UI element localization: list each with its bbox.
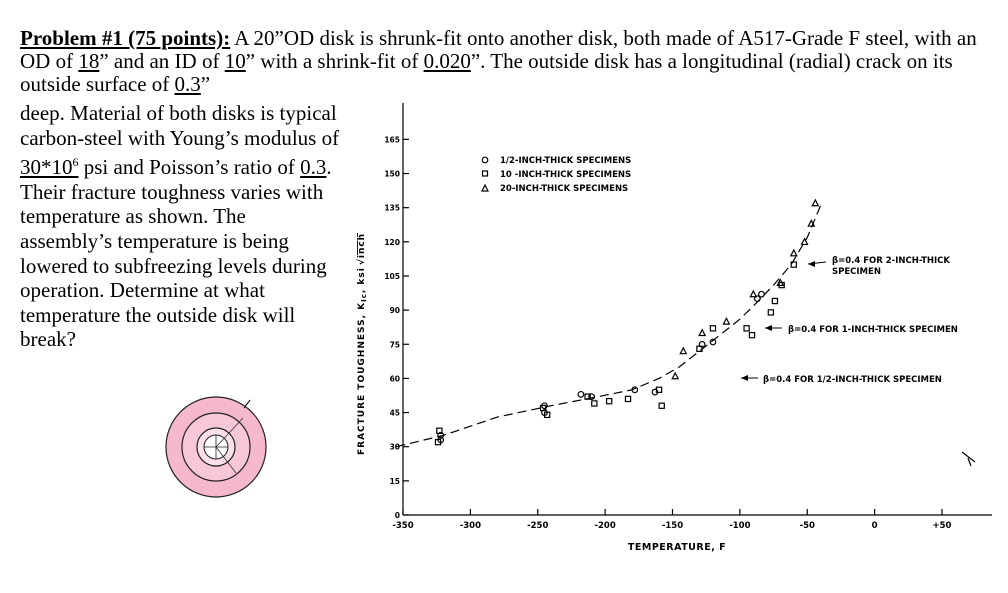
y-tick-label: 75 bbox=[389, 340, 400, 350]
y-tick-label: 90 bbox=[389, 306, 400, 316]
y-axis-label: FRACTURE TOUGHNESS, $K_{Ic}$, ksi√inch bbox=[357, 232, 368, 455]
data-points bbox=[435, 200, 818, 445]
disk-illustration bbox=[166, 397, 266, 497]
data-point-triangle bbox=[672, 373, 678, 379]
x-tick-label: -50 bbox=[799, 521, 815, 531]
data-point-triangle bbox=[680, 348, 686, 354]
shrink-fit-value: 0.020 bbox=[423, 49, 471, 73]
x-tick-label: +50 bbox=[932, 521, 952, 531]
x-tick-label: -350 bbox=[392, 521, 414, 531]
trend-curve bbox=[396, 205, 820, 446]
trend-curve-line bbox=[396, 205, 820, 446]
data-point-circle bbox=[578, 392, 584, 398]
y-tick-label: 60 bbox=[389, 374, 400, 384]
legend-square-marker bbox=[483, 171, 488, 176]
data-point-square bbox=[749, 333, 754, 338]
annotation-2-inch: β=0.4 FOR 2-INCH-THICK bbox=[832, 256, 951, 266]
legend-label-half-inch: 1/2-INCH-THICK SPECIMENS bbox=[500, 156, 632, 166]
data-point-circle bbox=[759, 291, 765, 297]
x-tick-label: 0 bbox=[871, 521, 878, 531]
chart-axes bbox=[384, 103, 992, 531]
y-tick-label: 105 bbox=[384, 271, 400, 281]
data-point-square bbox=[772, 298, 777, 303]
data-point-square bbox=[659, 403, 664, 408]
x-tick-label: -300 bbox=[459, 521, 482, 531]
annotation-half-inch: β=0.4 FOR 1/2-INCH-THICK SPECIMEN bbox=[763, 375, 942, 385]
data-point-square bbox=[592, 401, 597, 406]
poisson-value: 0.3 bbox=[300, 155, 327, 180]
y-tick-label: 15 bbox=[389, 476, 400, 486]
legend bbox=[482, 156, 631, 194]
y-tick-label: 120 bbox=[384, 237, 400, 247]
inner-diameter-value: 10 bbox=[224, 49, 246, 73]
modulus-value: $30*10^6$ bbox=[20, 155, 79, 180]
x-tick-label: -200 bbox=[594, 521, 616, 531]
data-point-triangle bbox=[699, 330, 705, 336]
problem-statement-continued: deep. Material of both disks is typical carbon-steel with Young’s modulus of $30*10^6$ psi and Poisson’s ratio of 0.3. Their fracture toughness varies with temperature as shown. The assembly’s temperature is being lowered to subfreezing levels during operation. Determine at what temperature the outside disk will break? bbox=[20, 101, 340, 352]
y-tick-label: 30 bbox=[389, 442, 400, 452]
data-point-triangle bbox=[791, 250, 797, 256]
data-point-square bbox=[744, 326, 749, 331]
annotations bbox=[741, 256, 975, 466]
legend-triangle-marker bbox=[482, 185, 488, 191]
data-point-triangle bbox=[723, 318, 729, 324]
data-point-square bbox=[710, 326, 715, 331]
legend-circle-marker bbox=[482, 157, 488, 163]
data-point-square bbox=[768, 310, 773, 315]
y-tick-label: 45 bbox=[389, 408, 400, 418]
data-point-square bbox=[625, 396, 630, 401]
data-point-triangle bbox=[750, 291, 756, 297]
legend-label-ten-inch: 10 -INCH-THICK SPECIMENS bbox=[500, 170, 632, 180]
y-tick-label: 135 bbox=[384, 203, 400, 213]
outer-diameter-value: 18 bbox=[78, 49, 100, 73]
problem-heading: Problem #1 (75 points): bbox=[20, 26, 231, 50]
x-tick-label: -100 bbox=[729, 521, 751, 531]
data-point-square bbox=[607, 399, 612, 404]
annotation-1-inch: β=0.4 FOR 1-INCH-THICK SPECIMEN bbox=[788, 325, 958, 335]
y-tick-label: 150 bbox=[384, 169, 400, 179]
y-tick-label: 0 bbox=[394, 511, 400, 520]
x-tick-label: -250 bbox=[527, 521, 549, 531]
problem-statement: Problem #1 (75 points): A 20”OD disk is shrunk-fit onto another disk, both made of A517-Grade F steel, with an OD of 18” and an ID of 10” with a shrink-fit of 0.020”. The outside disk has a longitudinal (radial) crack on its outside surface of 0.3” bbox=[20, 26, 977, 96]
annotation-2-inch-line2: SPECIMEN bbox=[832, 267, 881, 277]
x-axis-label: TEMPERATURE, F bbox=[627, 542, 727, 553]
x-tick-label: -150 bbox=[661, 521, 684, 531]
y-tick-label: 165 bbox=[384, 135, 400, 145]
legend-label-twenty-inch: 20-INCH-THICK SPECIMENS bbox=[500, 184, 629, 194]
data-point-triangle bbox=[812, 200, 818, 206]
crack-depth-value: 0.3 bbox=[174, 72, 201, 96]
stray-mark bbox=[962, 452, 975, 466]
